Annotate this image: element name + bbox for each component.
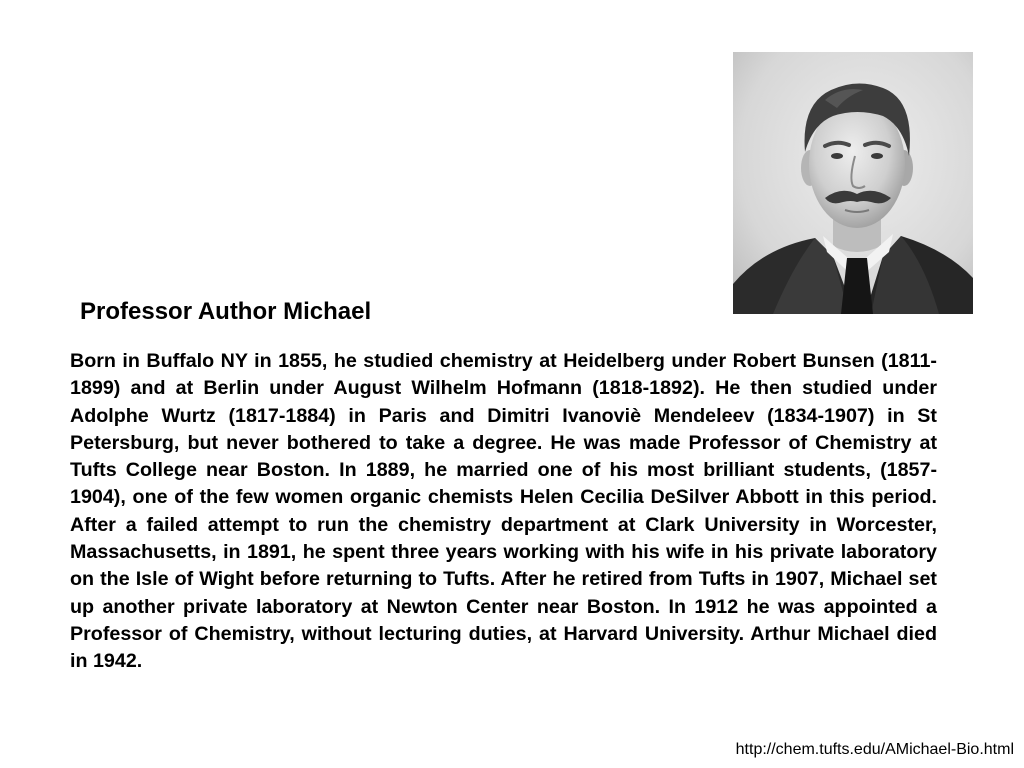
- portrait-photo: [733, 52, 973, 314]
- source-link[interactable]: http://chem.tufts.edu/AMichael-Bio.html: [735, 741, 1014, 758]
- biography-paragraph: Born in Buffalo NY in 1855, he studied chemistry at Heidelberg under Robert Bunsen (1811-1899) and at Berlin under August Wilhelm Hofmann (1818-1892). He then studied under Adolphe Wurtz (1817-1884) in Paris and Dimitri Ivanoviè Mendeleev (1834-1907) in St Petersburg, but never bothered to take a degree. He was made Professor of Chemistry at Tufts College near Boston. In 1889, he married one of his most brilliant students, (1857-1904), one of the few women organic chemists Helen Cecilia DeSilver Abbott in this period. After a failed attempt to run the chemistry department at Clark University in Worcester, Massachusetts, in 1891, he spent three years working with his wife in his private laboratory on the Isle of Wight before returning to Tufts. After he retired from Tufts in 1907, Michael set up another private laboratory at Newton Center near Boston. In 1912 he was appointed a Professor of Chemistry, without lecturing duties, at Harvard University. Arthur Michael died in 1942.: [70, 350, 937, 673]
- page-title: Professor Author Michael: [80, 298, 372, 325]
